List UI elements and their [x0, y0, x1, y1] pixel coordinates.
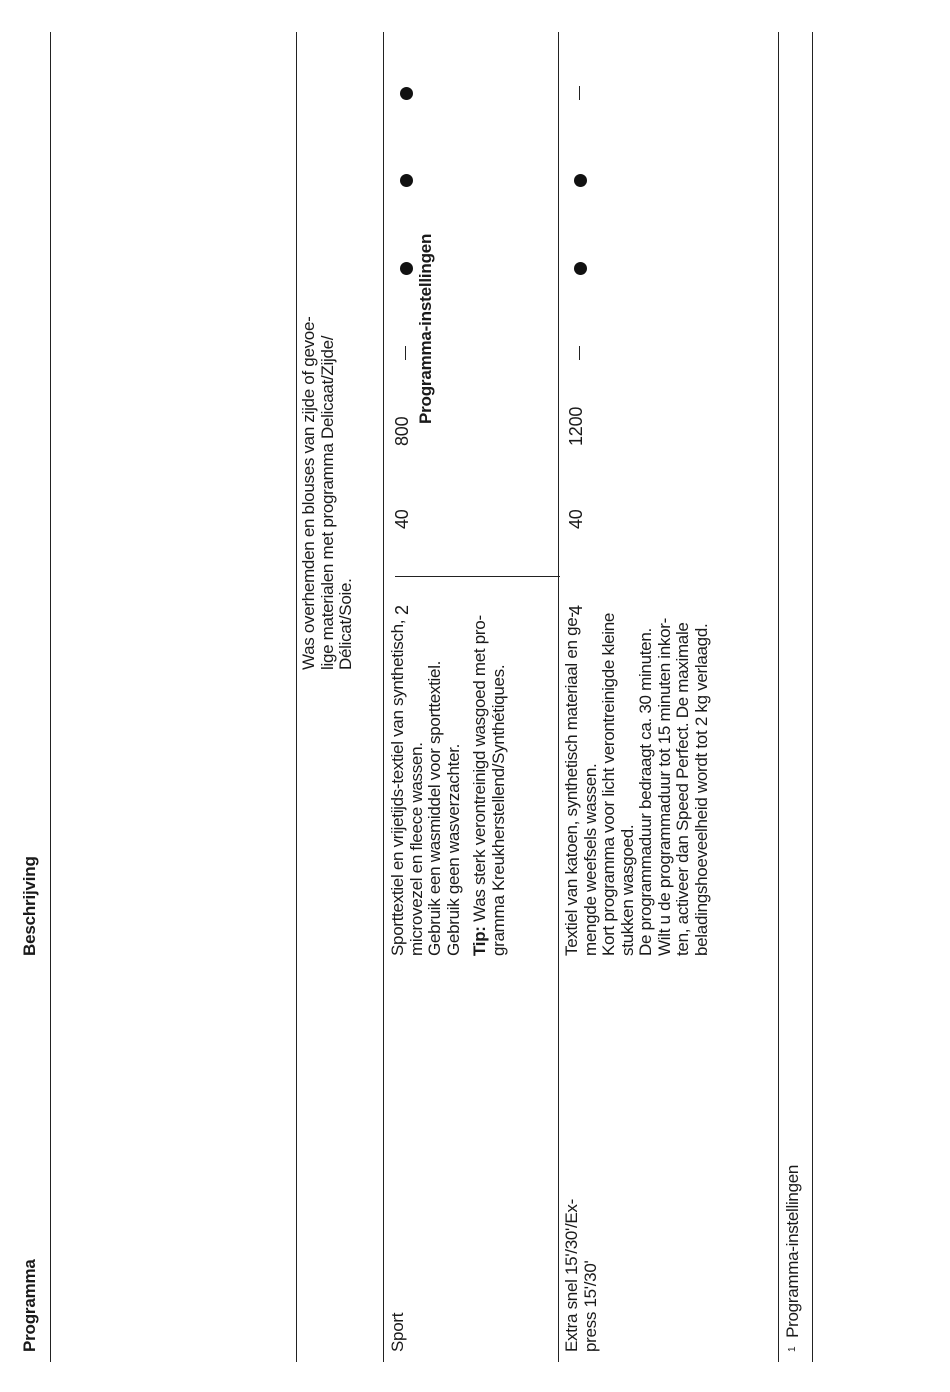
row-3-desc-line: Kort programma voor licht verontreinigde kleine: [599, 612, 618, 956]
tip-label: Tip:: [470, 926, 489, 956]
row-3-desc-line: stukken wasgoed.: [617, 824, 637, 956]
row-separator-2: [383, 32, 384, 1362]
row-3-program-name: [563, 1199, 600, 1352]
row-2-setting-4-dot: [400, 87, 413, 100]
row-3-name-line: press 15'/30': [580, 1260, 600, 1352]
row-3-spin-speed: 1200: [566, 406, 586, 446]
row-3-description: [563, 612, 711, 956]
row-3-desc-line: Textiel van katoen, synthetisch materiaal en ge-: [562, 612, 581, 956]
row-1-desc-line: lige materialen met programma Delicaat/Zijde/: [317, 335, 337, 670]
header-programma-instellingen: Programma-instellingen: [416, 233, 435, 424]
row-separator-1: [296, 32, 297, 1362]
row-separator-5: [812, 32, 813, 1362]
row-1-desc-line: Was overhemden en blouses van zijde of gevoe-: [299, 316, 318, 670]
row-2-desc-line: Gebruik geen wasverzachter.: [443, 743, 463, 956]
row-separator-4: [778, 32, 779, 1362]
header-rule: [50, 32, 51, 1362]
footnote-marker: 1: [787, 1346, 798, 1352]
tip-text: Was sterk verontreinigd wasgoed met pro-: [470, 615, 489, 927]
header-programma: Programma: [20, 1259, 39, 1352]
row-3-setting-2-dot: [574, 262, 587, 275]
row-3-temperature: 40: [566, 509, 586, 529]
footnote-text: Programma-instellingen: [783, 1164, 802, 1338]
row-2-description: [389, 615, 508, 956]
row-3-desc-line: ten, activeer dan Speed Perfect. De maximale: [673, 622, 692, 956]
row-1-description: [300, 317, 356, 670]
row-2-load: 2: [392, 605, 412, 615]
row-2-setting-1-dash: [405, 346, 406, 360]
row-2-spin-speed: 800: [392, 416, 412, 446]
row-3-desc-line: De programmaduur bedraagt ca. 30 minuten.: [636, 628, 655, 956]
row-3-setting-4-dash: [579, 86, 580, 100]
row-3-desc-line: Wilt u de programmaduur tot 15 minuten inkor-: [654, 618, 674, 956]
row-2-setting-2-dot: [400, 262, 413, 275]
row-3-desc-line: beladingshoeveelheid wordt tot 2 kg verlaagd.: [691, 623, 711, 956]
row-2-temperature: 40: [392, 509, 412, 529]
row-2-program-name: Sport: [388, 1312, 407, 1352]
row-2-tip-line-2: gramma Kreukherstellend/Synthétiques.: [488, 664, 508, 956]
footnote: [784, 1165, 803, 1352]
row-3-desc-line: mengde weefsels wassen.: [580, 763, 600, 956]
row-3-setting-1-dash: [579, 346, 580, 360]
row-3-load: 4: [566, 605, 586, 615]
row-1-desc-line: Délicat/Soie.: [336, 578, 355, 670]
row-2-desc-line: Sporttextiel en vrijetijds-textiel van synthetisch,: [388, 619, 407, 956]
row-2-desc-line: microvezel en fleece wassen.: [406, 742, 426, 956]
row-2-setting-3-dot: [400, 174, 413, 187]
settings-header-underline: [395, 576, 560, 577]
row-3-name-line: Extra snel 15'/30'/Ex-: [562, 1199, 581, 1352]
row-2-tip-line: [471, 615, 490, 956]
header-beschrijving: Beschrijving: [20, 856, 39, 956]
row-separator-3: [558, 32, 559, 1362]
row-3-setting-3-dot: [574, 174, 587, 187]
row-2-desc-line: Gebruik een wasmiddel voor sporttextiel.: [425, 660, 444, 956]
